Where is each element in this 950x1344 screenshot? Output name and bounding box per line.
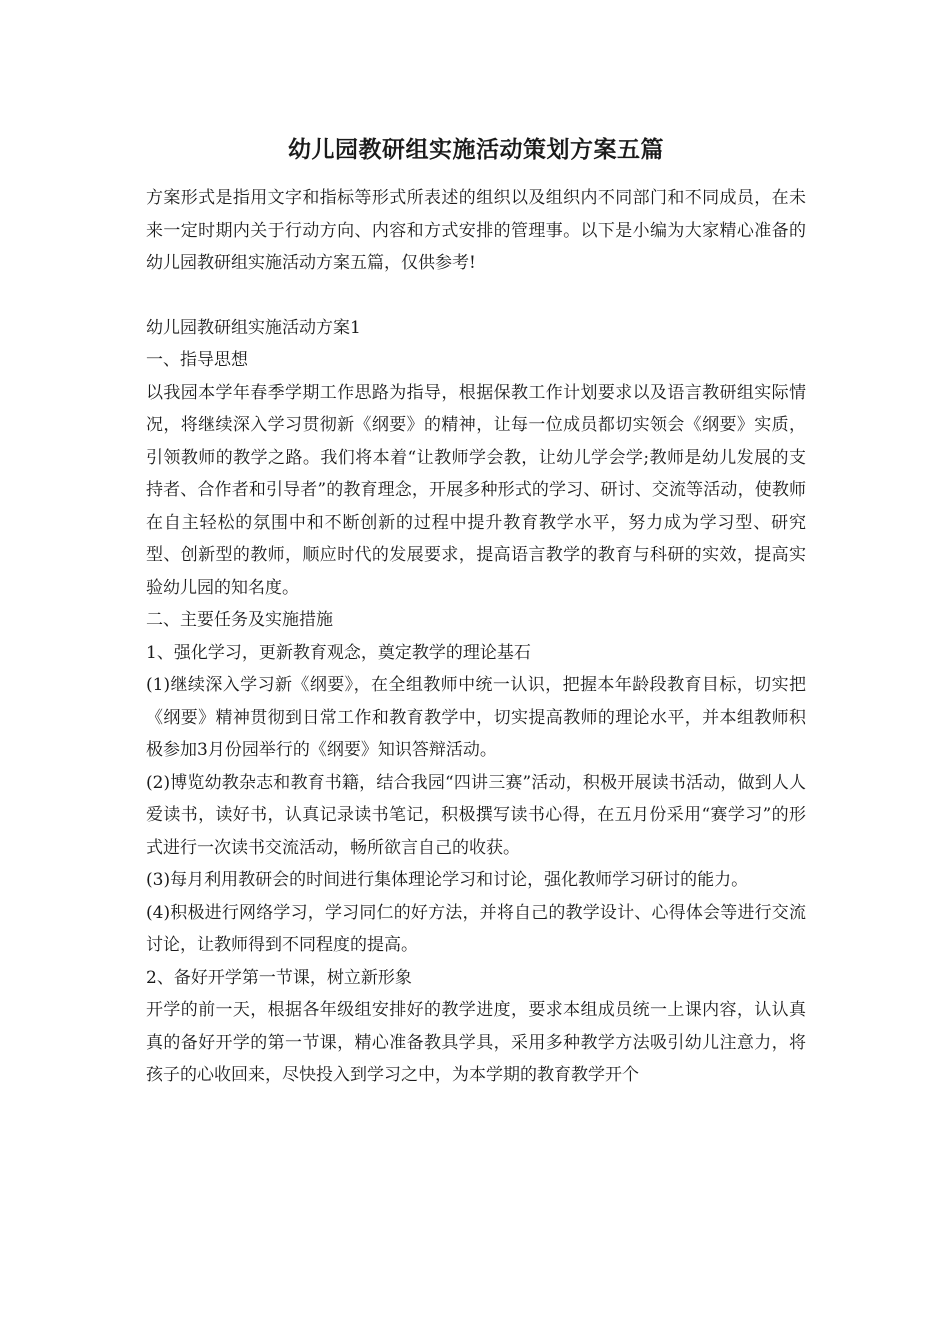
heading-task-1: 1、强化学习，更新教育观念，奠定教学的理论基石 xyxy=(146,642,531,663)
list-item-2: (2)博览幼教杂志和教育书籍，结合我园“四讲三赛”活动，积极开展读书活动，做到人人爱读书，读好书，认真记录读书笔记，积极撰写读书心得，在五月份采用“赛学习”的形式进行一次读书交流活动，畅所欲言自己的收获。 xyxy=(146,772,806,858)
document-title: 幼儿园教研组实施活动策划方案五篇 xyxy=(288,136,664,163)
blank-line xyxy=(146,280,806,312)
list-item-3: (3)每月利用教研会的时间进行集体理论学习和讨论，强化教师学习研讨的能力。 xyxy=(146,870,749,890)
heading-main-tasks: 二、主要任务及实施措施 xyxy=(146,610,333,630)
paragraph-guiding-ideology: 以我园本学年春季学期工作思路为指导，根据保教工作计划要求以及语言教研组实际情况，将继续深入学习贯彻新《纲要》的精神，让每一位成员都切实领会《纲要》实质，引领教师的教学之路。我们将本着“让教师学会教，让幼儿学会学;教师是幼儿发展的支持者、合作者和引导者”的教育理念，开展多种形式的学习、研讨、交流等活动，使教师在自主轻松的氛围中和不断创新的过程中提升教育教学水平，努力成为学习型、研究型、创新型的教师，顺应时代的发展要求，提高语言教学的教育与科研的实效，提高实验幼儿园的知名度。 xyxy=(146,382,806,598)
heading-guiding-ideology: 一、指导思想 xyxy=(146,350,248,370)
heading-task-2: 2、备好开学第一节课，树立新形象 xyxy=(146,967,412,988)
document-page xyxy=(146,130,806,1092)
intro-paragraph: 方案形式是指用文字和指标等形式所表述的组织以及组织内不同部门和不同成员，在未来一定时期内关于行动方向、内容和方式安排的管理事。以下是小编为大家精心准备的幼儿园教研组实施活动方案五篇，仅供参考! xyxy=(146,188,806,273)
list-item-1: (1)继续深入学习新《纲要》，在全组教师中统一认识，把握本年龄段教育目标，切实把《纲要》精神贯彻到日常工作和教育教学中，切实提高教师的理论水平，并本组教师积极参加3月份园举行的《纲要》知识答辩活动。 xyxy=(146,675,806,760)
list-item-4: (4)积极进行网络学习，学习同仁的好方法，并将自己的教学设计、心得体会等进行交流讨论，让教师得到不同程度的提高。 xyxy=(146,902,806,955)
paragraph-task-2: 开学的前一天，根据各年级组安排好的教学进度，要求本组成员统一上课内容，认认真真的备好开学的第一节课，精心准备教具学具，采用多种教学方法吸引幼儿注意力，将孩子的心收回来，尽快投入到学习之中，为本学期的教育教学开个 xyxy=(146,1000,806,1085)
section-title: 幼儿园教研组实施活动方案1 xyxy=(146,317,361,338)
